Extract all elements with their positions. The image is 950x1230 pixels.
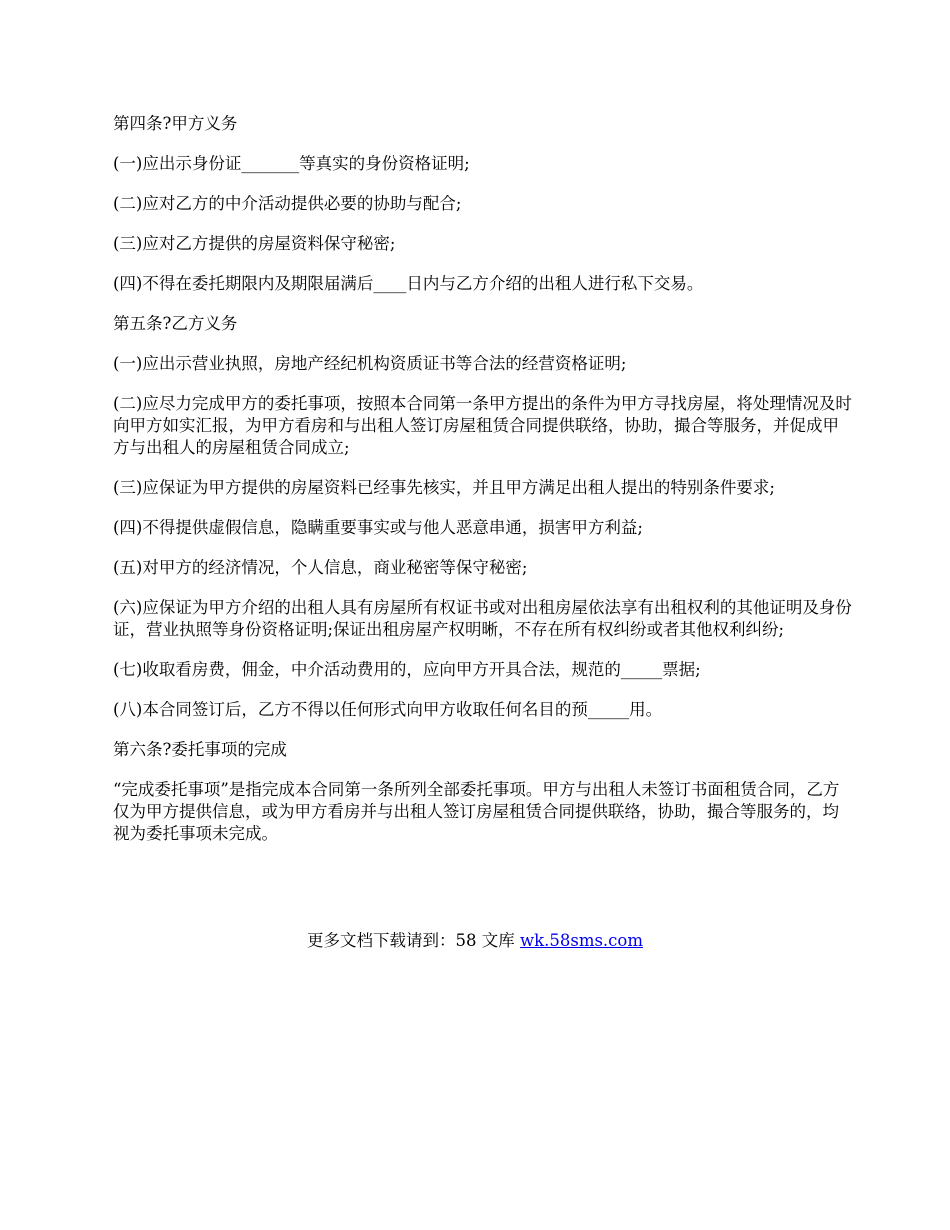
article-4-clause-2: (二)应对乙方的中介活动提供必要的协助与配合; (113, 194, 462, 213)
footer-prefix: 更多文档下载请到：58 文库 (306, 931, 520, 950)
article-5-clause-1: (一)应出示营业执照，房地产经纪机构资质证书等合法的经营资格证明; (113, 354, 627, 373)
article-5-clause-6: (六)应保证为甲方介绍的出租人具有房屋所有权证书或对出租房屋依法享有出租权利的其他证明及身份证，营业执照等身份资格证明;保证出租房屋产权明晰，不存在所有权纠纷或者其他权利纠纷; (113, 598, 852, 639)
article-4-clause-1: (一)应出示身份证_______等真实的身份资格证明; (113, 154, 470, 173)
article-6-definition: “完成委托事项”是指完成本合同第一条所列全部委托事项。甲方与出租人未签订书面租赁合同，乙方仅为甲方提供信息，或为甲方看房并与出租人签订房屋租赁合同提供联络，协助，撮合等服务的，均视为委托事项未完成。 (113, 780, 840, 843)
article-5-clause-7: (七)收取看房费，佣金，中介活动费用的，应向甲方开具合法，规范的_____票据; (113, 660, 701, 679)
article-4-clause-4: (四)不得在委托期限内及期限届满后____日内与乙方介绍的出租人进行私下交易。 (113, 274, 704, 293)
article-4-clause-3: (三)应对乙方提供的房屋资料保守秘密; (113, 234, 396, 253)
article-5-clause-5: (五)对甲方的经济情况，个人信息，商业秘密等保守秘密; (113, 558, 528, 577)
article-5-clause-2: (二)应尽力完成甲方的委托事项，按照本合同第一条甲方提出的条件为甲方寻找房屋，将处理情况及时向甲方如实汇报，为甲方看房和与出租人签订房屋租赁合同提供联络，协助，撮合等服务，并促成甲方与出租人的房屋租赁合同成立; (113, 394, 852, 457)
article-5-clause-4: (四)不得提供虚假信息，隐瞒重要事实或与他人恶意串通，损害甲方利益; (113, 518, 643, 537)
download-footer (0, 930, 950, 952)
document-body (113, 113, 855, 863)
footer-link[interactable]: wk.58sms.com (519, 931, 643, 950)
article-5-clause-8: (八)本合同签订后，乙方不得以任何形式向甲方收取任何名目的预_____用。 (113, 700, 663, 719)
article-5-clause-3: (三)应保证为甲方提供的房屋资料已经事先核实，并且甲方满足出租人提出的特别条件要求; (113, 478, 775, 497)
article-6-heading: 第六条?委托事项的完成 (113, 740, 287, 759)
article-4-heading: 第四条?甲方义务 (113, 114, 238, 133)
article-5-heading: 第五条?乙方义务 (113, 314, 238, 333)
